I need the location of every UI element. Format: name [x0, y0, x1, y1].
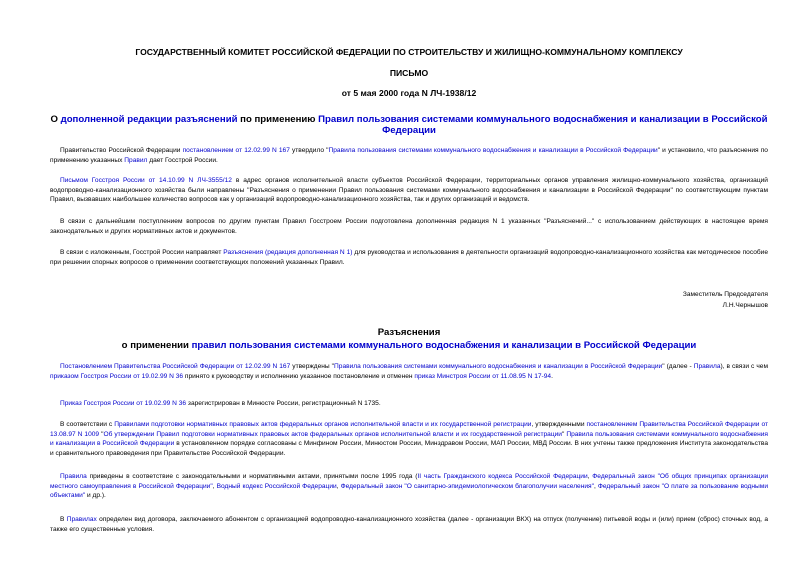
paragraph-text: для руководства и использования в деятельности организаций водопроводно-канализационного хозяйства как методическое пособие при решении спорных вопросов о применении соответствующих положений указанных Правил. [50, 249, 768, 266]
link-explanations-edition[interactable]: Разъяснения (редакция дополненная N 1) [223, 249, 353, 256]
letter-paragraph-1 [50, 146, 768, 165]
paragraph-text: в адрес органов исполнительной власти субъектов Российской Федерации, территориальных органов управления жилищно-коммунального хозяйства, организаций водопроводно-канализационного хозяйства были направлены "Разъяснения о применении Правил пользования системами коммунального водоснабжения и канализации в Российской Федерации" по соответствующим пунктам Правил, вызвавших наибольшее количество вопросов как у организаций водопроводно-канализационного хозяйства, так и других организаций и ведомств. [50, 177, 768, 203]
explanations-paragraph-5 [50, 515, 768, 534]
title-text-1: О [50, 114, 61, 125]
explanations-subheading [50, 340, 768, 351]
link-decree-1009[interactable]: постановлением Правительства Российской Федерации от 13.08.97 N 1009 [50, 421, 768, 438]
letter-paragraph-2 [50, 176, 768, 205]
paragraph-text: " и установило, что разъяснения по применению указанных [50, 147, 768, 164]
paragraph-text: , [336, 482, 341, 490]
title-link-redaction[interactable]: дополненной редакции разъяснений [60, 114, 238, 125]
link-order-17-94[interactable]: приказ Минстроя России от 11.08.95 N 17-94 [414, 372, 552, 380]
link-rules[interactable]: Правила пользования системами коммунального водоснабжения и канализации в Российской Федерации [328, 147, 658, 154]
paragraph-text: и др.). [85, 492, 106, 499]
explanations-paragraph-2 [50, 399, 768, 409]
explanations-heading: Разъяснения [377, 327, 441, 338]
paragraph-text: , [593, 482, 598, 490]
link-rules-short[interactable]: Правилах [66, 516, 97, 523]
paragraph-text: " (далее - [662, 363, 694, 370]
paragraph-text: , утвержденными [531, 421, 587, 428]
paragraph-text: ), в связи с чем [720, 363, 769, 370]
link-decree-167[interactable]: постановлением от 12.02.99 N 167 [182, 147, 290, 154]
link-law-water-fee[interactable]: Федеральный закон "О плате за пользование водными объектами" [50, 482, 769, 499]
paragraph-text: , [587, 473, 593, 480]
link-letter-3555[interactable]: Письмом Госстроя России от 14.10.99 N ЛЧ-3555/12 [60, 177, 232, 184]
signature-block [683, 289, 768, 311]
explanations-paragraph-1 [50, 362, 768, 381]
link-decree-167[interactable]: Постановлением Правительства Российской Федерации от 12.02.99 N 167 [60, 363, 291, 370]
paragraph-text: " [561, 430, 567, 438]
link-order-36[interactable]: Приказ Госстроя России от 19.02.99 N 36 [60, 400, 187, 407]
paragraph-text: дает Госстрой России. [147, 156, 218, 164]
letter-paragraph-4 [50, 248, 768, 267]
committee-heading: ГОСУДАРСТВЕННЫЙ КОМИТЕТ РОССИЙСКОЙ ФЕДЕРАЦИИ ПО СТРОИТЕЛЬСТВУ И ЖИЛИЩНО-КОММУНАЛЬНОМУ КОМПЛЕКСУ [135, 47, 683, 57]
link-rules-short[interactable]: Правила [60, 473, 87, 480]
link-law-sanitary[interactable]: Федеральный закон "О санитарно-эпидемиологическом благополучии населения" [340, 482, 594, 490]
paragraph-text: принято к руководству и исполнению указанное постановление и отменен [183, 372, 415, 380]
link-order-36[interactable]: приказом Госстроя России от 19.02.99 N 36 [50, 372, 184, 380]
paragraph-text: приведены в соответствие с законодательными и нормативными актами, принятыми после 1995 года ( [86, 473, 418, 480]
subheading-link-rules[interactable]: правил пользования системами коммунального водоснабжения и канализации в Российской Федерации [191, 340, 697, 351]
paragraph-text: Правительство Российской Федерации [60, 147, 183, 154]
signature-position: Заместитель Председателя [682, 291, 768, 298]
document-type: ПИСЬМО [389, 68, 429, 78]
paragraph-text: зарегистрирован в Минюсте России, регистрационный N 1735. [186, 400, 381, 407]
paragraph-text: В [60, 516, 67, 523]
link-rules[interactable]: Правила пользования системами коммунального водоснабжения и канализации в Российской Федерации [50, 430, 768, 447]
paragraph-text: утвердило " [289, 147, 329, 154]
letter-paragraph-3: В связи с дальнейшим поступлением вопросов по другим пунктам Правил Госстроем России подготовлена дополненная редакция N 1 указанных "Разъяснений..." с использованием действующих в настоящее время законодательных и других нормативных актов и документов. [50, 218, 768, 235]
paragraph-text: . [551, 372, 553, 380]
paragraph-text: В связи с изложенным, Госстрой России направляет [60, 249, 224, 256]
paragraph-text: определен вид договора, заключаемого абонентом с организацией водопроводно-канализационного хозяйства (далее - организации ВКХ) на отпуск (получение) питьевой воды и (или) прием (сброс) сточных вод, а также его существенные условия. [50, 516, 769, 533]
link-civil-code-part-2[interactable]: II часть Гражданского кодекса Российской Федерации [417, 473, 588, 480]
paragraph-text: " [99, 430, 104, 438]
paragraph-text: в установленном порядке согласованы с Минфином России, Минюстом России, Минздравом России, МАП России, МВД России. В них учтены также предложения Института законодательства и сравнительного правоведения при Правительстве Российской Федерации. [50, 440, 768, 457]
document-date-number: от 5 мая 2000 года N ЛЧ-1938/12 [341, 88, 477, 98]
explanations-paragraph-3 [50, 420, 768, 458]
link-rules-short[interactable]: Правил [124, 156, 148, 164]
subheading-text: о применении [121, 340, 192, 351]
link-water-code[interactable]: Водный кодекс Российской Федерации [216, 482, 337, 490]
link-law-local-government[interactable]: Федеральный закон "Об общих принципах организации местного самоуправления в Российской Федерации" [50, 473, 769, 490]
document-title [50, 114, 768, 136]
title-link-rules[interactable]: Правил пользования системами коммунального водоснабжения и канализации в Российской Федерации [318, 114, 768, 136]
link-rules-preparation[interactable]: Правилами подготовки нормативных правовых актов федеральных органов исполнительной власти и их государственной регистрации [114, 421, 532, 428]
link-decree-1009-title[interactable]: Об утверждении Правил подготовки нормативных правовых актов федеральных органов исполнительной власти и их государственной регистрации [103, 430, 562, 438]
paragraph-text: , [212, 482, 217, 490]
paragraph-text: утверждены " [290, 363, 335, 370]
paragraph-text: В соответствии с [60, 421, 115, 428]
title-text-2: по применению [237, 114, 319, 125]
signature-name: Л.Н.Чернышов [722, 302, 768, 309]
link-rules-short[interactable]: Правила [693, 363, 721, 370]
explanations-paragraph-4 [50, 472, 768, 501]
link-rules[interactable]: Правила пользования системами коммунального водоснабжения и канализации в Российской Федерации [334, 363, 663, 370]
